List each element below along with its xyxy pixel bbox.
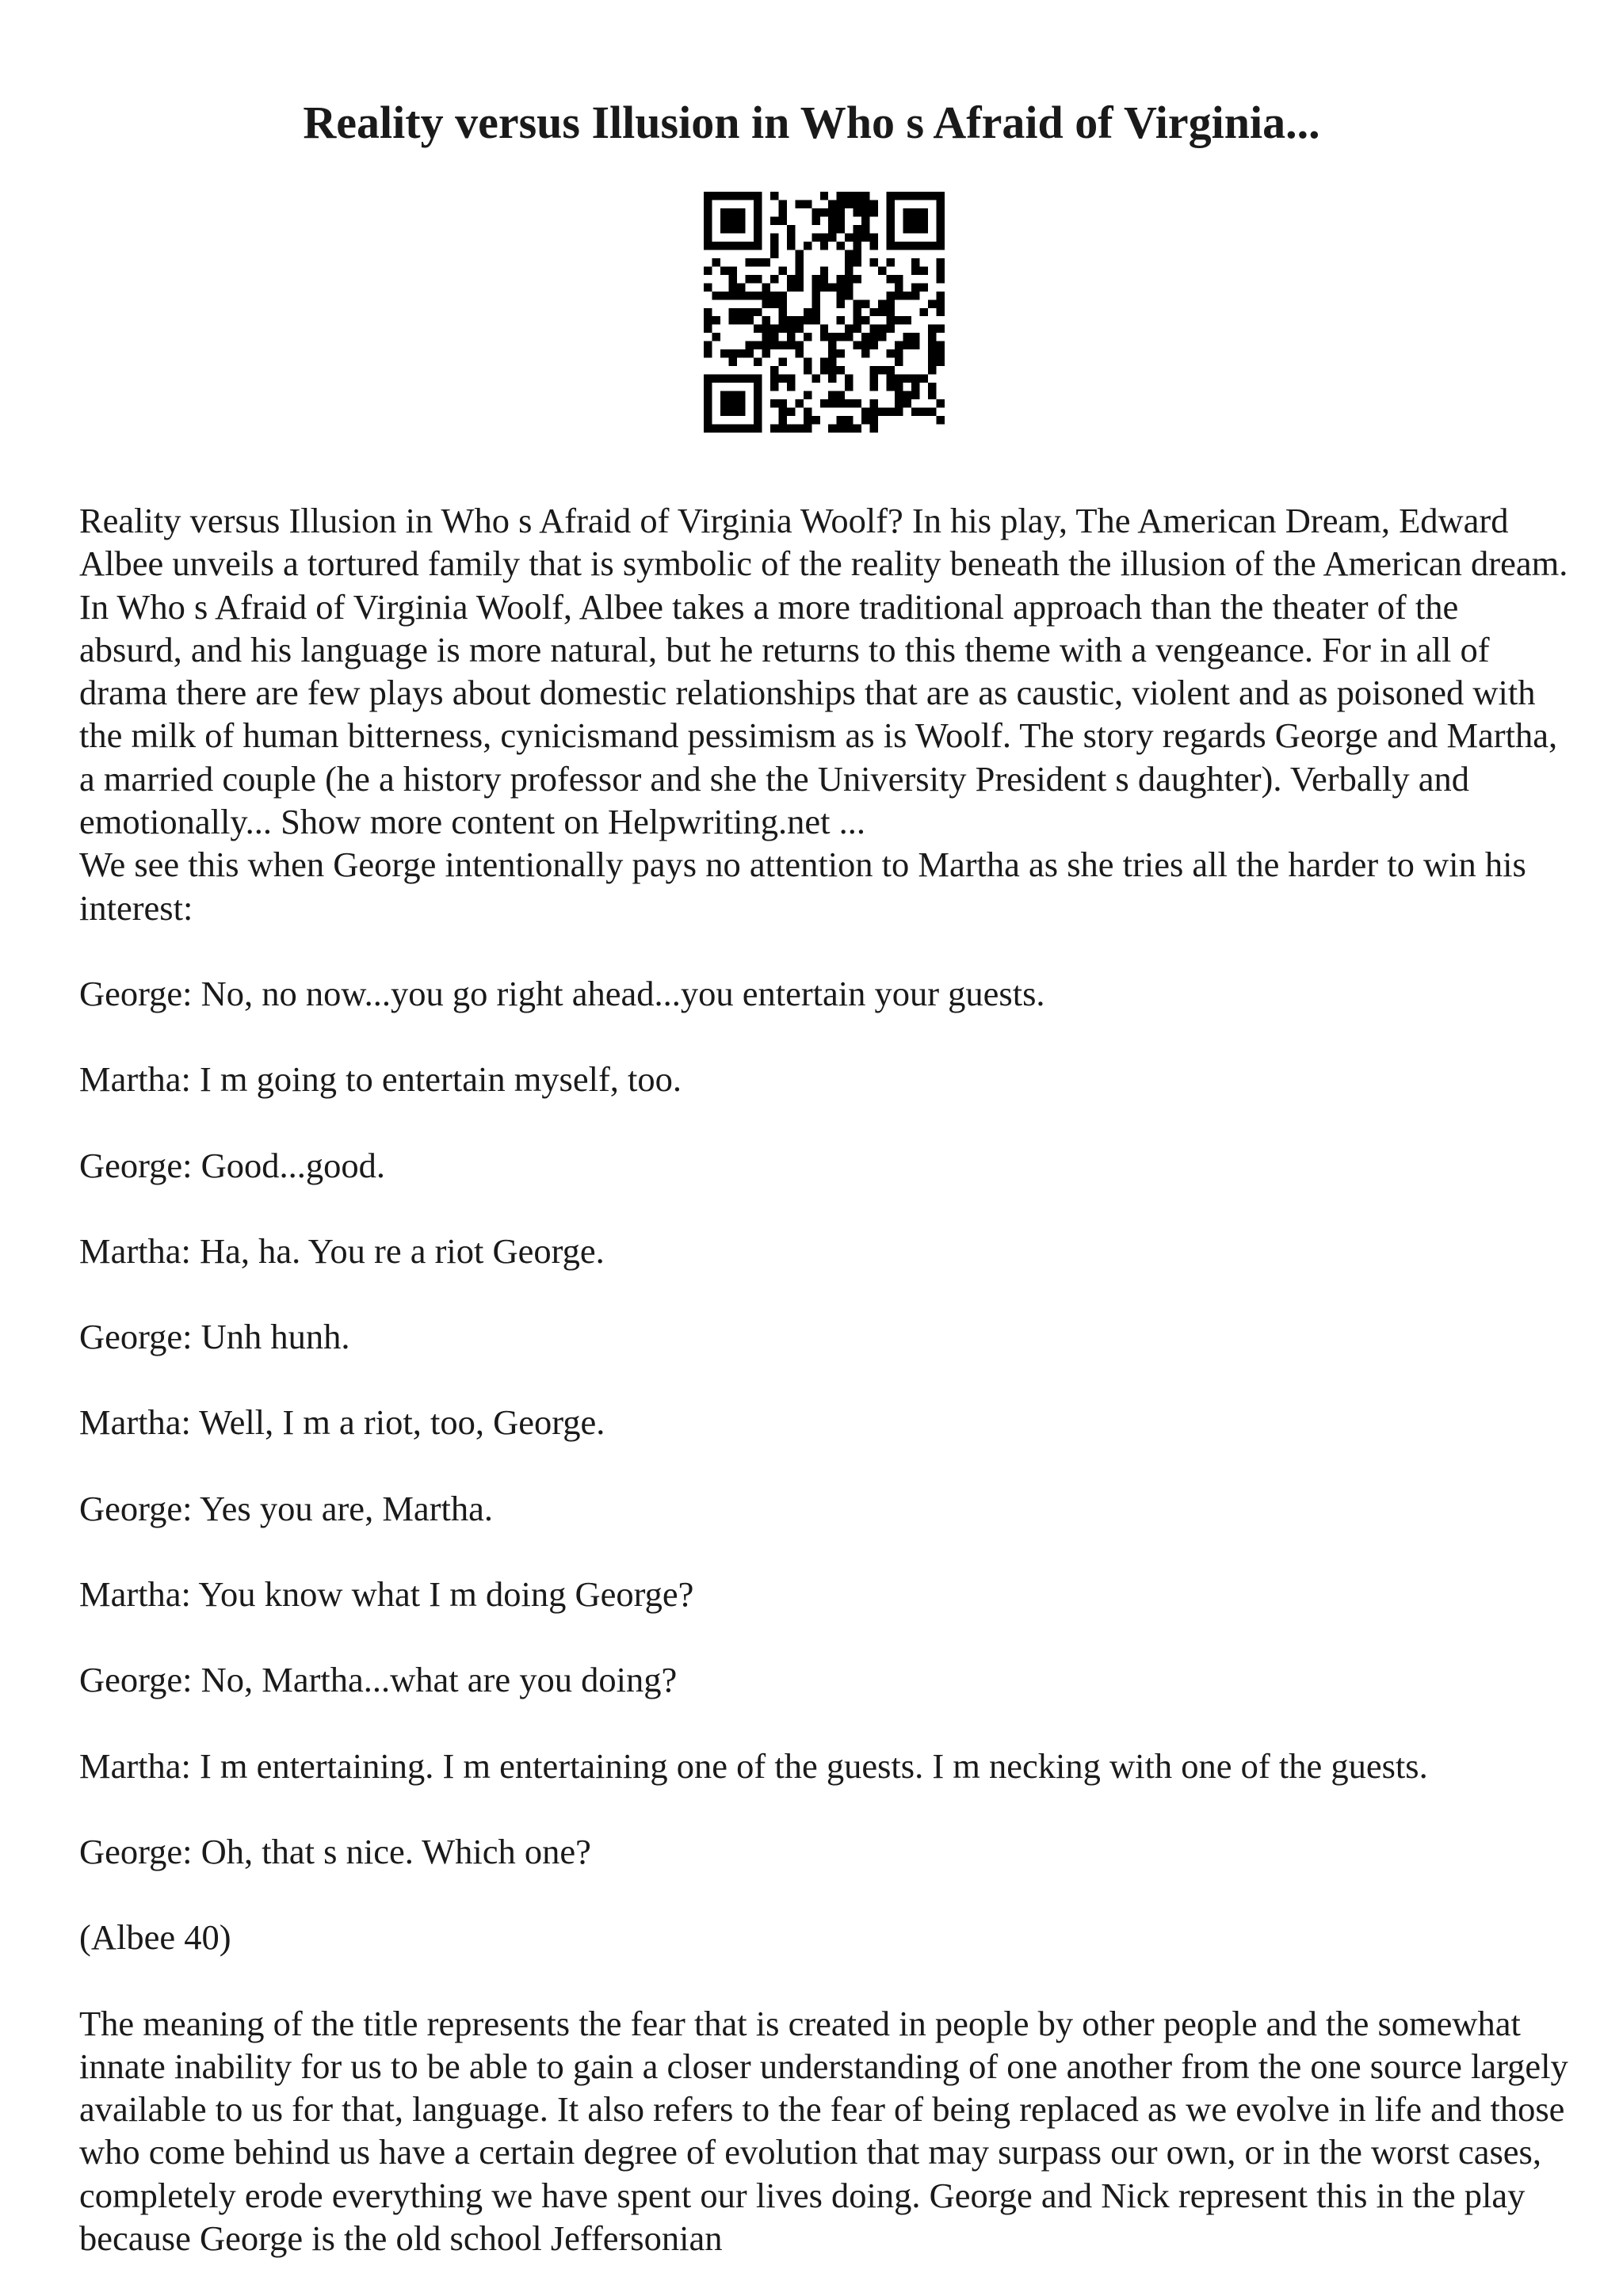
second-paragraph: We see this when George intentionally pays no attention to Martha as she tries all the harder to win his interest:	[79, 845, 1526, 928]
dialogue-line: Martha: I m entertaining. I m entertaining one of the guests. I m necking with one of the guests.	[79, 1745, 1428, 1786]
dialogue-line: George: Good...good.	[79, 1145, 386, 1185]
dialogue-line: Martha: I m going to entertain myself, too.	[79, 1059, 682, 1100]
dialogue-line: George: Oh, that s nice. Which one?	[79, 1831, 591, 1871]
dialogue-line: George: No, Martha...what are you doing?	[79, 1660, 678, 1700]
qr-code-icon	[704, 192, 945, 433]
document-body	[79, 499, 1569, 2260]
dialogue-line: Martha: Ha, ha. You re a riot George.	[79, 1230, 605, 1271]
document-title: Reality versus Illusion in Who s Afraid of Virginia...	[303, 97, 1320, 148]
dialogue-line: Martha: Well, I m a riot, too, George.	[79, 1402, 605, 1443]
dialogue-line: Martha: You know what I m doing George?	[79, 1574, 694, 1615]
final-paragraph: The meaning of the title represents the fear that is created in people by other people and the somewhat innate inability for us to be able to gain a closer understanding of one another from the one source largely available to us for that, language. It also refers to the fear of being replaced as we evolve in life and those who come behind us have a certain degree of evolution that may surpass our own, or in the worst cases, completely erode everything we have spent our lives doing. George and Nick represent this in the play because George is the old school Jeffersonian	[79, 2003, 1568, 2259]
intro-paragraph: Reality versus Illusion in Who s Afraid of Virginia Woolf? In his play, The American Dream, Edward Albee unveils a tortured family that is symbolic of the reality beneath the illusion of the American dream. In Who s Afraid of Virginia Woolf, Albee takes a more traditional approach than the theater of the absurd, and his language is more natural, but he returns to this theme with a vengeance. For in all of drama there are few plays about domestic relationships that are as caustic, violent and as poisoned with the milk of human bitterness, cynicismand pessimism as is Woolf. The story regards George and Martha, a married couple (he a history professor and she the University President s daughter). Verbally and emotionally... Show more content on Helpwriting.net ...	[79, 501, 1568, 842]
dialogue-line: George: Unh hunh.	[79, 1317, 350, 1357]
citation: (Albee 40)	[79, 1917, 231, 1958]
dialogue-line: George: No, no now...you go right ahead...you entertain your guests.	[79, 973, 1045, 1013]
dialogue-line: George: Yes you are, Martha.	[79, 1488, 493, 1528]
